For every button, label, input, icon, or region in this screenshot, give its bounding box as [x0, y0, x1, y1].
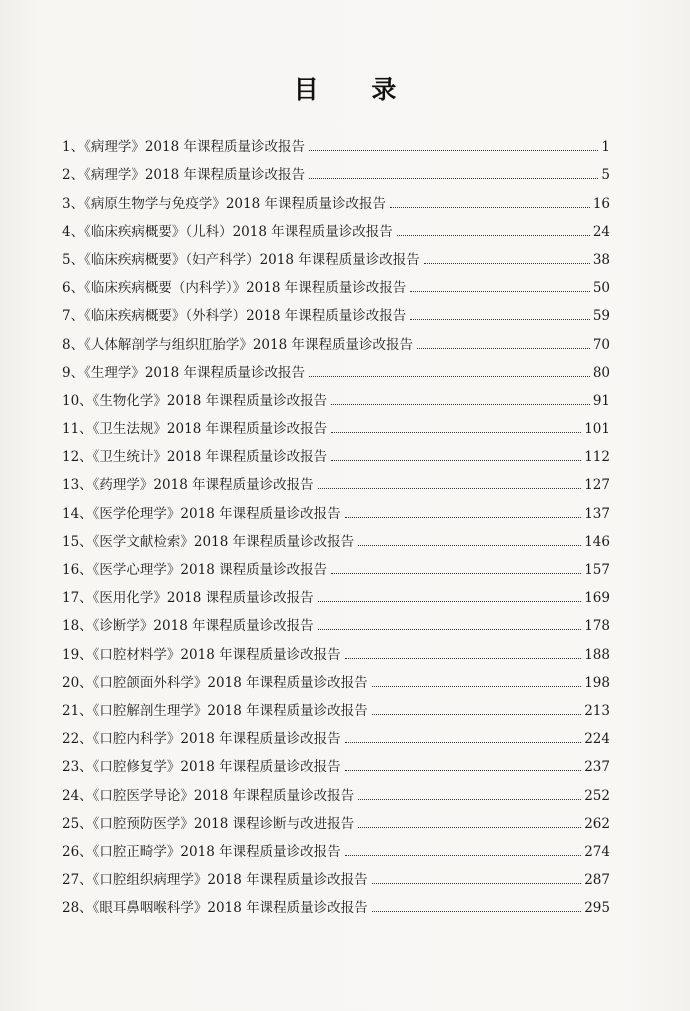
toc-entry-title: 23、《口腔修复学》2018 年课程质量诊改报告	[62, 759, 341, 776]
toc-entry[interactable]	[62, 324, 610, 352]
toc-dot-leader	[410, 291, 590, 292]
toc-entry[interactable]	[62, 775, 610, 803]
toc-entry[interactable]	[62, 606, 610, 634]
toc-entry-page-number: 70	[592, 336, 610, 353]
toc-dot-leader	[372, 883, 582, 884]
toc-entry[interactable]	[62, 860, 610, 888]
toc-entry-title: 18、《诊断学》2018 年课程质量诊改报告	[62, 618, 314, 635]
toc-entry[interactable]	[62, 804, 610, 832]
toc-entry-page-number: 146	[584, 533, 610, 550]
toc-dot-leader	[358, 827, 581, 828]
toc-dot-leader	[331, 573, 581, 574]
toc-entry-page-number: 101	[584, 421, 610, 438]
toc-entry-page-number: 295	[584, 900, 610, 917]
toc-dot-leader	[331, 432, 581, 433]
toc-entry-page-number: 59	[592, 308, 610, 325]
toc-entry[interactable]	[62, 465, 610, 493]
toc-entry-page-number: 5	[601, 167, 610, 184]
toc-dot-leader	[372, 686, 582, 687]
toc-entry[interactable]	[62, 409, 610, 437]
toc-entry-page-number: 127	[584, 477, 610, 494]
toc-dot-leader	[318, 488, 582, 489]
toc-entry-title: 11、《卫生法规》2018 年课程质量诊改报告	[62, 421, 328, 438]
toc-dot-leader	[318, 629, 582, 630]
toc-entry-title: 13、《药理学》2018 年课程质量诊改报告	[62, 477, 314, 494]
toc-entry-page-number: 16	[592, 195, 610, 212]
page-title: 目 录	[293, 75, 419, 104]
toc-entry-title: 16、《医学心理学》2018 课程质量诊改报告	[62, 562, 328, 578]
toc-dot-leader	[331, 404, 590, 405]
toc-entry-page-number: 91	[592, 392, 610, 409]
toc-dot-leader	[331, 460, 581, 461]
toc-entry[interactable]	[62, 578, 610, 606]
toc-entry-page-number: 287	[584, 872, 610, 889]
toc-dot-leader	[424, 263, 590, 264]
toc-entry[interactable]	[62, 240, 610, 268]
toc-dot-leader	[410, 319, 590, 320]
toc-entry-title: 4、《临床疾病概要》（儿科）2018 年课程质量诊改报告	[62, 223, 393, 240]
toc-entry[interactable]	[62, 212, 610, 240]
toc-entry-page-number: 178	[584, 618, 610, 635]
toc-dot-leader	[372, 714, 582, 715]
toc-entry-page-number: 80	[592, 364, 610, 381]
toc-entry-title: 15、《医学文献检索》2018 年课程质量诊改报告	[62, 533, 355, 550]
toc-entry[interactable]	[62, 522, 610, 550]
toc-entry-page-number: 169	[584, 590, 610, 607]
toc-dot-leader	[358, 799, 581, 800]
toc-entry-page-number: 112	[584, 449, 610, 466]
toc-dot-leader	[397, 235, 590, 236]
toc-entry-title: 7、《临床疾病概要》（外科学）2018 年课程质量诊改报告	[62, 308, 407, 325]
toc-entry[interactable]	[62, 634, 610, 662]
toc-entry[interactable]	[62, 183, 610, 211]
toc-entry[interactable]	[62, 888, 610, 916]
toc-dot-leader	[345, 658, 582, 659]
toc-entry-title: 28、《眼耳鼻咽喉科学》2018 年课程质量诊改报告	[62, 900, 368, 917]
toc-dot-leader	[372, 911, 582, 912]
toc-entry-page-number: 38	[592, 251, 610, 268]
toc-dot-leader	[358, 545, 581, 546]
toc-entry-page-number: 24	[592, 223, 610, 240]
toc-entry-title: 22、《口腔内科学》2018 年课程质量诊改报告	[62, 731, 341, 748]
toc-entry-title: 27、《口腔组织病理学》2018 年课程质量诊改报告	[62, 872, 368, 889]
toc-entry[interactable]	[62, 437, 610, 465]
toc-entry-title: 21、《口腔解剖生理学》2018 年课程质量诊改报告	[62, 702, 368, 719]
toc-entry-title: 5、《临床疾病概要》（妇产科学）2018 年课程质量诊改报告	[62, 251, 420, 268]
toc-dot-leader	[345, 517, 582, 518]
toc-entry[interactable]	[62, 719, 610, 747]
toc-entry-page-number: 188	[584, 646, 610, 663]
toc-entry[interactable]	[62, 127, 610, 155]
toc-entry[interactable]	[62, 155, 610, 183]
toc-dot-leader	[309, 150, 598, 151]
toc-dot-leader	[309, 376, 590, 377]
toc-entry[interactable]	[62, 691, 610, 719]
toc-entry-title: 3、《病原生物学与免疫学》2018 年课程质量诊改报告	[62, 195, 386, 212]
toc-entry-title: 17、《医用化学》2018 课程质量诊改报告	[62, 590, 314, 607]
toc-entry[interactable]	[62, 353, 610, 381]
toc-entry[interactable]	[62, 296, 610, 324]
toc-entry-page-number: 137	[584, 505, 610, 522]
toc-entry-title: 8、《人体解剖学与组织肛胎学》2018 年课程质量诊改报告	[62, 336, 413, 353]
toc-dot-leader	[345, 770, 582, 771]
toc-entry-page-number: 237	[584, 759, 610, 776]
toc-entry-page-number: 224	[584, 731, 610, 748]
toc-entry[interactable]	[62, 550, 610, 578]
toc-entry-title: 1、《病理学》2018 年课程质量诊改报告	[62, 139, 305, 156]
toc-dot-leader	[390, 207, 590, 208]
toc-entry[interactable]	[62, 663, 610, 691]
toc-entry-page-number: 274	[584, 843, 610, 860]
toc-entry-title: 19、《口腔材料学》2018 年课程质量诊改报告	[62, 646, 341, 663]
toc-entry[interactable]	[62, 381, 610, 409]
toc-entry-page-number: 1	[601, 139, 610, 156]
toc-entry-page-number: 213	[584, 702, 610, 719]
toc-entry-title: 20、《口腔颌面外科学》2018 年课程质量诊改报告	[62, 674, 368, 691]
toc-entry-title: 14、《医学伦理学》2018 年课程质量诊改报告	[62, 505, 341, 522]
toc-entry-title: 10、《生物化学》2018 年课程质量诊改报告	[62, 392, 328, 409]
toc-dot-leader	[345, 742, 582, 743]
toc-entry-title: 12、《卫生统计》2018 年课程质量诊改报告	[62, 449, 328, 466]
toc-entry[interactable]	[62, 493, 610, 521]
toc-entry-page-number: 50	[592, 280, 610, 297]
toc-entry-page-number: 157	[584, 562, 610, 578]
toc-dot-leader	[417, 348, 590, 349]
toc-entry-title: 25、《口腔预防医学》2018 课程诊断与改进报告	[62, 815, 355, 832]
toc-dot-leader	[345, 855, 582, 856]
toc-entry-page-number: 252	[584, 787, 610, 804]
toc-entry[interactable]	[62, 268, 610, 296]
toc-dot-leader	[309, 178, 598, 179]
toc-entry-title: 24、《口腔医学导论》2018 年课程质量诊改报告	[62, 787, 355, 804]
toc-entry-title: 26、《口腔正畸学》2018 年课程质量诊改报告	[62, 843, 341, 860]
toc-dot-leader	[318, 601, 582, 602]
toc-entry-title: 6、《临床疾病概要（内科学）》2018 年课程质量诊改报告	[62, 280, 407, 297]
toc-entry[interactable]	[62, 832, 610, 860]
toc-entry-title: 2、《病理学》2018 年课程质量诊改报告	[62, 167, 305, 184]
table-of-contents	[62, 127, 610, 916]
toc-entry-page-number: 262	[584, 815, 610, 832]
toc-entry-title: 9、《生理学》2018 年课程质量诊改报告	[62, 364, 305, 381]
toc-entry[interactable]	[62, 747, 610, 775]
toc-entry-page-number: 198	[584, 674, 610, 691]
